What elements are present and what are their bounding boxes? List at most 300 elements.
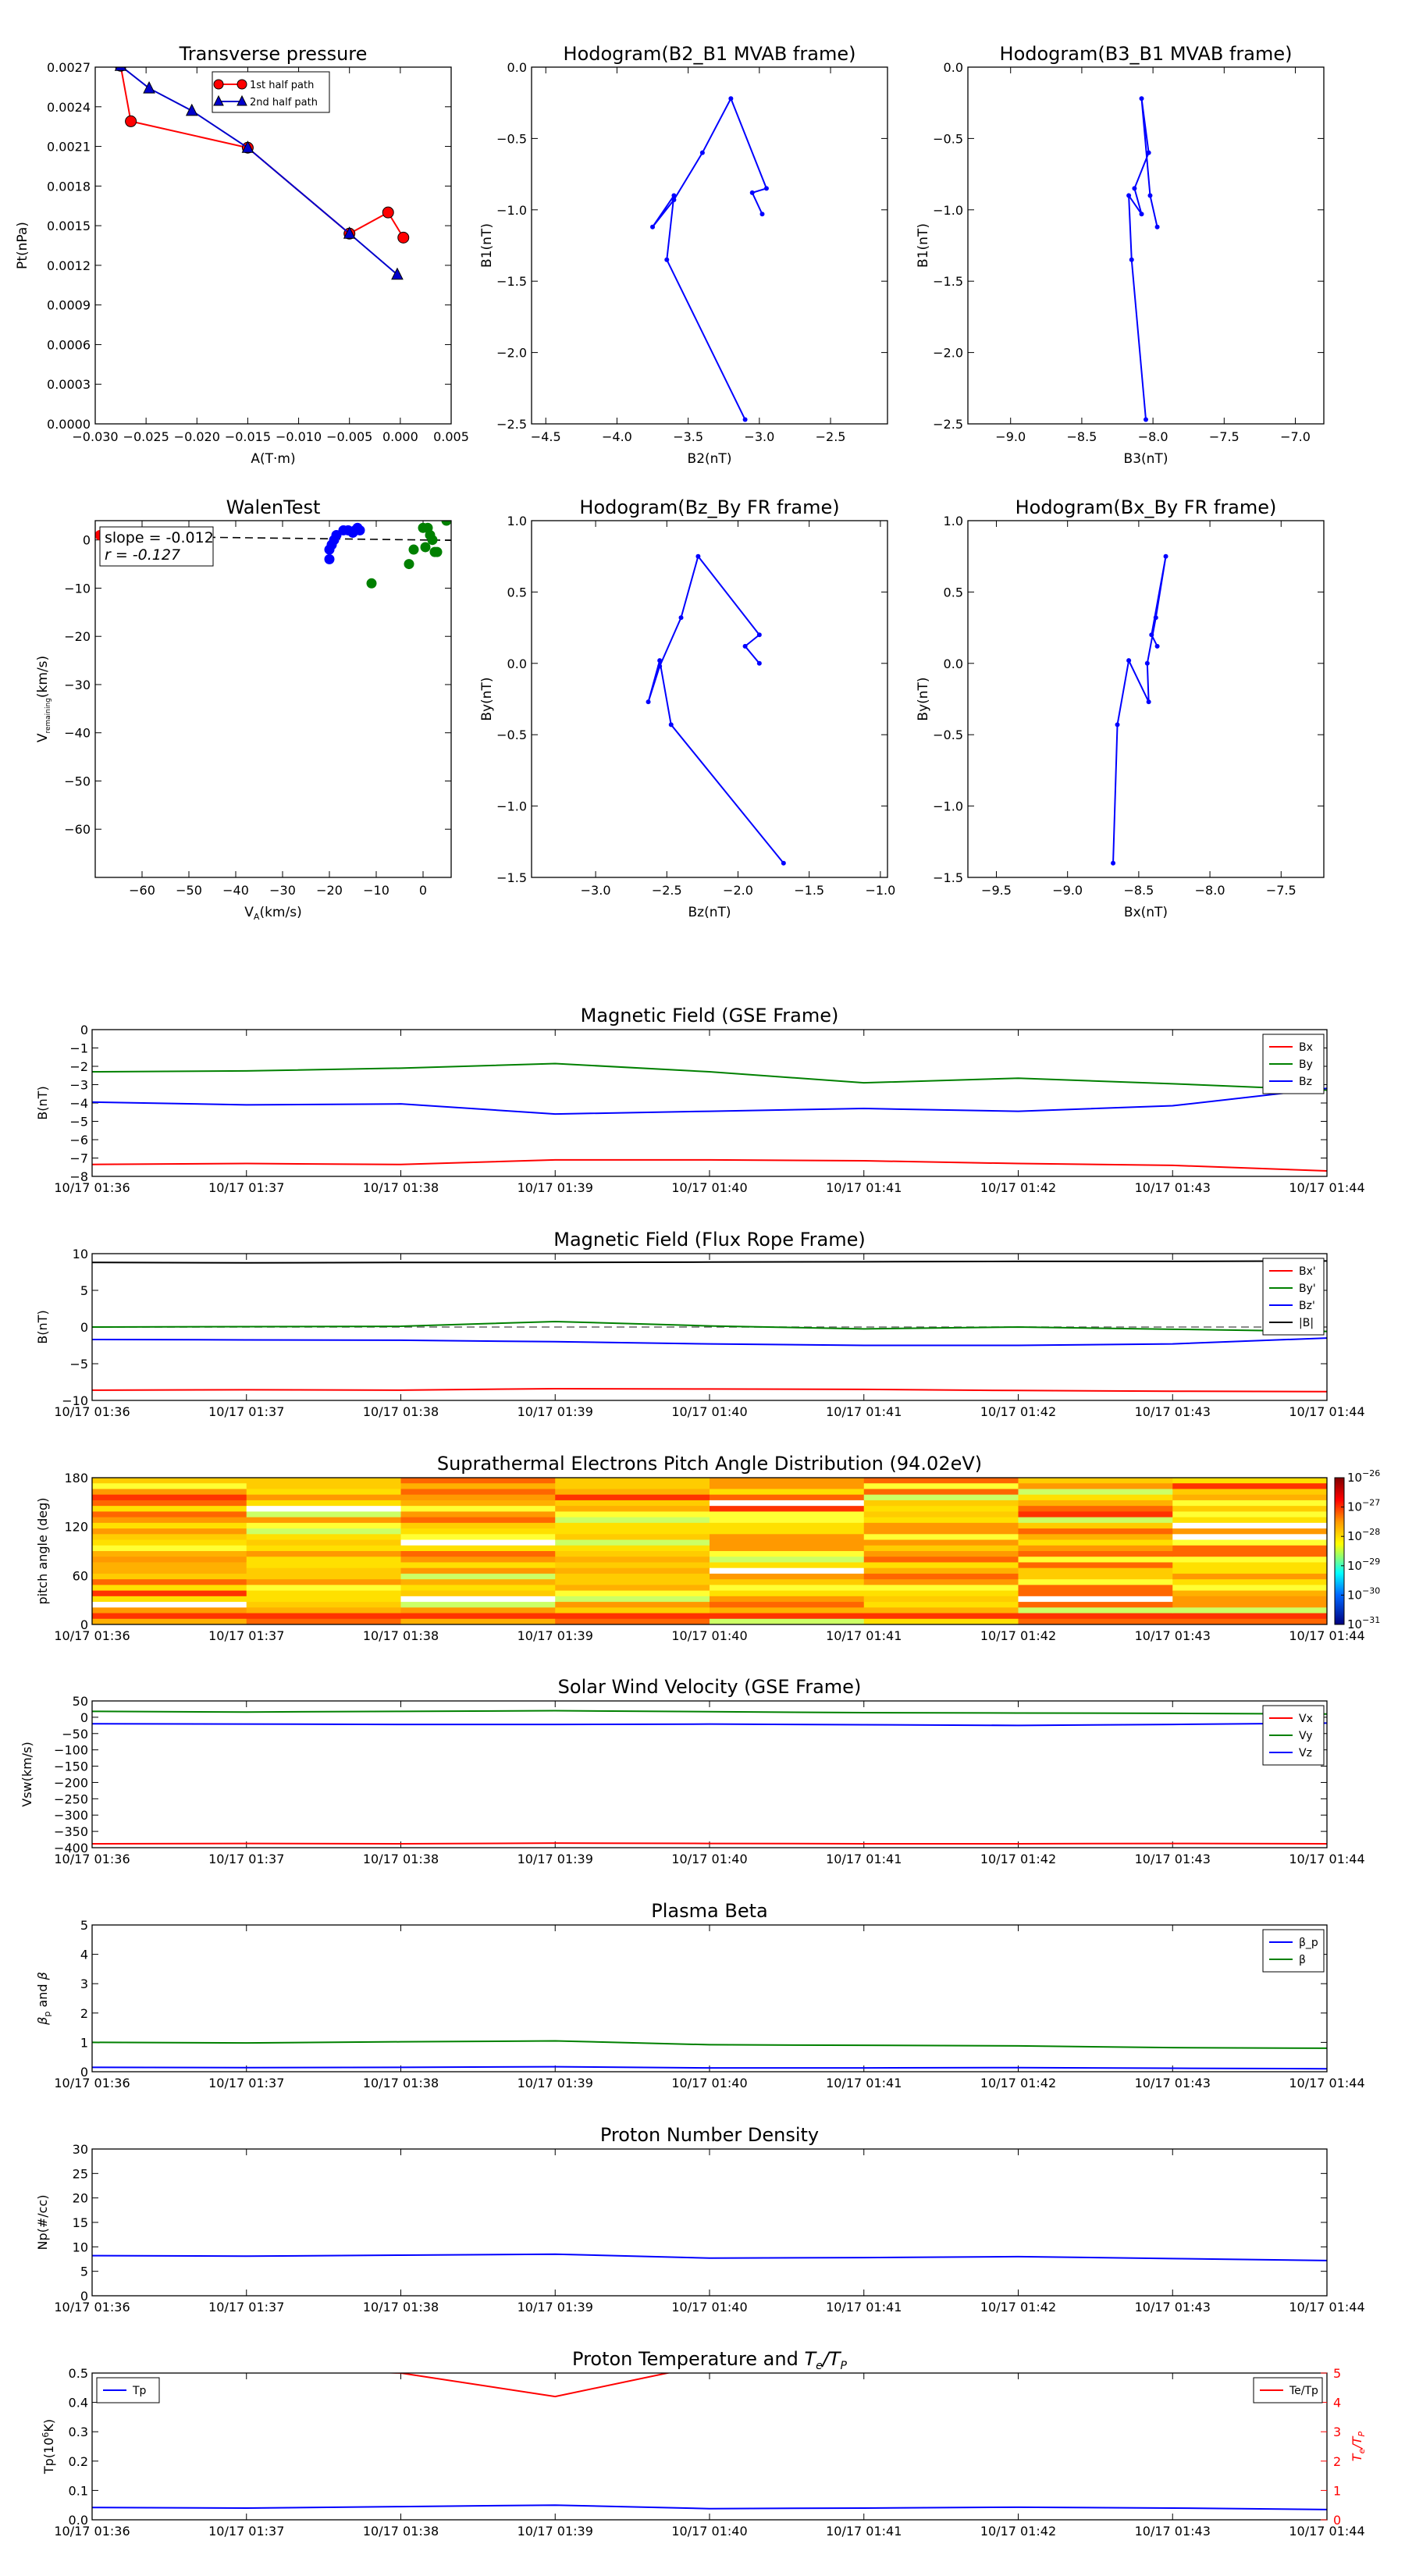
y-tick-label: −0.5 — [496, 728, 527, 743]
heatmap-cell — [1019, 1517, 1173, 1524]
y-tick-label: 0 — [80, 1617, 88, 1632]
heatmap-cell — [401, 1478, 556, 1484]
heatmap-cell — [401, 1500, 556, 1507]
x-tick-label: 10/17 01:40 — [671, 1404, 748, 1419]
y-tick-label: −0.5 — [496, 131, 527, 147]
heatmap-cell — [92, 1614, 247, 1620]
heatmap-cell — [1172, 1528, 1327, 1535]
heatmap-cell — [864, 1579, 1019, 1585]
plot-area — [92, 1478, 1328, 1625]
heatmap-cell — [710, 1579, 864, 1585]
data-point — [671, 194, 676, 198]
series-line — [92, 1322, 1327, 1332]
x-tick-label: −4.0 — [602, 429, 632, 444]
y-tick-label: 0.0003 — [47, 377, 91, 393]
y-tick-label: −6 — [69, 1133, 88, 1147]
data-point — [664, 258, 669, 262]
data-point — [398, 232, 409, 243]
heatmap-cell — [864, 1562, 1019, 1568]
heatmap-cell — [710, 1495, 864, 1501]
data-point — [1140, 212, 1144, 216]
data-point — [144, 82, 155, 93]
heatmap-cell — [401, 1495, 556, 1501]
heatmap-cell — [1172, 1500, 1327, 1507]
heatmap-cell — [92, 1495, 247, 1501]
data-point — [657, 664, 662, 668]
y-tick-label: −50 — [64, 774, 91, 789]
y-right-tick-label: 1 — [1333, 2483, 1342, 2499]
heatmap-cell — [1172, 1614, 1327, 1620]
heatmap-cell — [710, 1602, 864, 1608]
x-tick-label: −30 — [269, 883, 296, 898]
x-tick-label: 10/17 01:42 — [980, 1180, 1057, 1195]
heatmap-cell — [1019, 1528, 1173, 1535]
legend-label: Tp — [133, 2385, 147, 2397]
heatmap-cell — [1172, 1607, 1327, 1614]
heatmap-cell — [1019, 1596, 1173, 1603]
y-tick-label: 0 — [80, 1710, 88, 1725]
data-point — [650, 225, 655, 229]
data-point — [1145, 661, 1150, 666]
data-point — [764, 186, 769, 190]
heatmap-cell — [555, 1511, 710, 1517]
x-tick-label: 10/17 01:44 — [1289, 1180, 1365, 1195]
series-line — [92, 1338, 1327, 1345]
y-tick-label: 20 — [72, 2190, 88, 2206]
legend-label: Vy — [1299, 1730, 1313, 1742]
legend-label: Bz — [1299, 1076, 1312, 1088]
y-right-tick-label: 2 — [1333, 2453, 1342, 2469]
x-tick-label: 10/17 01:39 — [517, 1628, 593, 1643]
chart-mag_fr — [35, 1229, 1365, 1419]
chart-title: Hodogram(Bz_By FR frame) — [579, 496, 840, 518]
data-point — [669, 722, 674, 727]
heatmap-cell — [555, 1568, 710, 1574]
x-tick-label: −0.015 — [224, 429, 272, 444]
x-tick-label: 10/17 01:37 — [208, 1404, 285, 1419]
y-tick-label: 0 — [82, 532, 91, 548]
x-tick-label: 10/17 01:38 — [362, 2076, 439, 2090]
data-point — [382, 207, 393, 218]
series-line — [92, 1843, 1327, 1844]
y-right-tick-label: 0 — [1333, 2513, 1342, 2528]
legend-marker — [237, 80, 247, 89]
heatmap-cell — [92, 1506, 247, 1512]
x-axis-label: Bx(nT) — [1123, 905, 1168, 920]
x-tick-label: −2.0 — [723, 883, 753, 898]
chart-title: Hodogram(Bx_By FR frame) — [1015, 496, 1277, 518]
y-tick-label: −50 — [62, 1726, 88, 1742]
x-tick-label: −10 — [363, 883, 389, 898]
heatmap-cell — [92, 1540, 247, 1546]
y-axis-label: B(nT) — [35, 1310, 50, 1344]
heatmap-cell — [864, 1523, 1019, 1529]
x-tick-label: −1.0 — [865, 883, 896, 898]
heatmap-cell — [401, 1557, 556, 1563]
x-axis-label: B2(nT) — [687, 451, 732, 467]
data-point — [646, 699, 651, 704]
y-tick-label: −1.5 — [933, 274, 963, 290]
data-point — [743, 644, 748, 649]
x-tick-label: −8.0 — [1137, 429, 1168, 444]
y-tick-label: −10 — [64, 581, 91, 596]
x-tick-label: −8.5 — [1066, 429, 1097, 444]
y-tick-label: 120 — [64, 1519, 88, 1535]
heatmap-cell — [92, 1546, 247, 1552]
heatmap-cell — [710, 1557, 864, 1563]
y-axis-label: $\beta_p$ and β — [35, 1972, 52, 2025]
heatmap-cell — [710, 1540, 864, 1546]
heatmap-cell — [247, 1540, 401, 1546]
plot-frame — [92, 1030, 1327, 1176]
x-tick-label: 10/17 01:40 — [671, 2524, 748, 2539]
x-tick-label: −0.030 — [72, 429, 119, 444]
y-tick-label: 25 — [72, 2166, 88, 2182]
heatmap-cell — [864, 1517, 1019, 1524]
heatmap-cell — [555, 1528, 710, 1535]
plot-area — [1111, 554, 1168, 866]
x-tick-label: 10/17 01:39 — [517, 1852, 593, 1866]
heatmap-cell — [710, 1614, 864, 1620]
y-tick-label: −2.5 — [933, 417, 963, 432]
heatmap-cell — [1172, 1483, 1327, 1489]
x-tick-label: 10/17 01:42 — [980, 2300, 1057, 2314]
x-tick-label: 10/17 01:44 — [1289, 2076, 1365, 2090]
y-axis-label: By(nT) — [916, 677, 931, 721]
heatmap-cell — [555, 1546, 710, 1552]
x-tick-label: −3.5 — [673, 429, 704, 444]
heatmap-cell — [710, 1574, 864, 1580]
heatmap-cell — [1172, 1546, 1327, 1552]
heatmap-cell — [247, 1506, 401, 1512]
x-tick-label: 10/17 01:38 — [362, 1404, 439, 1419]
y-tick-label: −1.0 — [933, 202, 963, 218]
chart-vsw — [20, 1676, 1365, 1866]
x-tick-label: 10/17 01:42 — [980, 1852, 1057, 1866]
data-point — [1147, 194, 1152, 198]
y-tick-label: 0.0 — [507, 60, 527, 75]
heatmap-cell — [1172, 1523, 1327, 1529]
legend-marker — [214, 80, 223, 89]
heatmap-cell — [555, 1574, 710, 1580]
heatmap-cell — [401, 1483, 556, 1489]
x-tick-label: −0.010 — [275, 429, 322, 444]
data-point — [759, 212, 764, 216]
heatmap-cell — [555, 1551, 710, 1557]
y-tick-label: 10 — [72, 1247, 88, 1261]
heatmap-cell — [1019, 1557, 1173, 1563]
heatmap-cell — [92, 1562, 247, 1568]
annotation-r: r = -0.127 — [105, 546, 181, 564]
heatmap-cell — [1019, 1540, 1173, 1546]
heatmap-cell — [247, 1511, 401, 1517]
colorbar-tick-label: $10^{-26}$ — [1347, 1468, 1381, 1485]
plot-frame — [532, 67, 887, 424]
legend-label: Bz' — [1299, 1300, 1315, 1312]
y-axis-label: B1(nT) — [479, 223, 495, 268]
heatmap-cell — [555, 1483, 710, 1489]
y-right-axis-label: $T_e/T_P$ — [1350, 2431, 1367, 2462]
heatmap-cell — [247, 1478, 401, 1484]
y-axis-label: B(nT) — [35, 1086, 50, 1120]
chart-title: Solar Wind Velocity (GSE Frame) — [557, 1676, 862, 1698]
x-tick-label: 10/17 01:36 — [54, 2076, 130, 2090]
y-axis-label: Pt(nPa) — [15, 222, 30, 269]
heatmap-cell — [710, 1500, 864, 1507]
legend-label: By' — [1299, 1283, 1316, 1295]
y-tick-label: 0 — [80, 1320, 88, 1335]
chart-tp — [15, 43, 469, 467]
chart-h2 — [916, 43, 1324, 467]
x-tick-label: −0.025 — [123, 429, 169, 444]
heatmap-cell — [247, 1534, 401, 1540]
x-tick-label: −60 — [129, 883, 155, 898]
x-tick-label: −8.5 — [1123, 883, 1154, 898]
heatmap-cell — [555, 1562, 710, 1568]
y-tick-label: −1.0 — [933, 799, 963, 814]
y-tick-label: 5 — [80, 1918, 88, 1933]
plot-frame — [92, 2149, 1327, 2296]
y-tick-label: 0.0 — [507, 656, 527, 671]
data-point — [425, 531, 435, 540]
heatmap-cell — [92, 1517, 247, 1524]
heatmap-cell — [710, 1483, 864, 1489]
x-tick-label: −7.5 — [1265, 883, 1297, 898]
data-point — [432, 547, 442, 557]
y-tick-label: 0.3 — [68, 2425, 88, 2440]
x-axis-label: $V_A(km/s)$ — [244, 905, 302, 922]
x-tick-label: 10/17 01:36 — [54, 1404, 130, 1419]
y-tick-label: 0.0009 — [47, 297, 91, 313]
x-tick-label: 10/17 01:40 — [671, 1628, 748, 1643]
plot-area — [92, 2254, 1327, 2261]
heatmap-cell — [1019, 1551, 1173, 1557]
plot-frame — [968, 67, 1324, 424]
heatmap-cell — [247, 1568, 401, 1574]
x-tick-label: 10/17 01:36 — [54, 1852, 130, 1866]
data-point — [1140, 96, 1144, 101]
legend-label: β_p — [1299, 1937, 1318, 1949]
colorbar-tick-label: $10^{-29}$ — [1347, 1556, 1381, 1573]
heatmap-cell — [555, 1517, 710, 1524]
y-tick-label: 0.0024 — [47, 99, 91, 115]
heatmap-cell — [864, 1534, 1019, 1540]
heatmap-cell — [1019, 1574, 1173, 1580]
y-tick-label: −60 — [64, 822, 91, 838]
y-tick-label: −3 — [69, 1077, 88, 1093]
heatmap-cell — [1172, 1534, 1327, 1540]
y-tick-label: −0.5 — [933, 131, 963, 147]
legend-label: Bx' — [1299, 1265, 1316, 1278]
y-axis-label: By(nT) — [479, 677, 495, 721]
plot-area — [92, 2041, 1327, 2069]
x-tick-label: 10/17 01:37 — [208, 2524, 285, 2539]
y-tick-label: 0.0 — [943, 60, 963, 75]
chart-h4 — [916, 496, 1324, 920]
heatmap-cell — [864, 1614, 1019, 1620]
data-point — [1111, 861, 1115, 866]
y-tick-label: −2.0 — [933, 345, 963, 361]
y-tick-label: 0.5 — [943, 585, 963, 600]
heatmap-cell — [864, 1551, 1019, 1557]
y-tick-label: 0.0027 — [47, 60, 91, 75]
x-tick-label: 10/17 01:43 — [1134, 2300, 1211, 2314]
data-point — [1164, 554, 1168, 559]
heatmap-cell — [1019, 1506, 1173, 1512]
heatmap-cell — [401, 1528, 556, 1535]
x-tick-label: −0.020 — [173, 429, 220, 444]
heatmap-cell — [401, 1511, 556, 1517]
y-tick-label: −1.5 — [496, 870, 527, 885]
x-tick-label: 10/17 01:37 — [208, 2300, 285, 2314]
y-tick-label: −20 — [64, 629, 91, 645]
y-tick-label: 0.4 — [68, 2395, 88, 2411]
x-tick-label: 10/17 01:37 — [208, 1852, 285, 1866]
x-tick-label: 10/17 01:40 — [671, 1180, 748, 1195]
data-point — [1126, 658, 1131, 663]
data-point — [409, 545, 418, 554]
heatmap-cell — [864, 1483, 1019, 1489]
data-point — [671, 197, 676, 202]
x-tick-label: 10/17 01:44 — [1289, 1852, 1365, 1866]
series-line — [92, 2254, 1327, 2261]
series-line — [649, 557, 784, 863]
heatmap-cell — [710, 1607, 864, 1614]
y-tick-label: −1.5 — [933, 870, 963, 885]
x-tick-label: 10/17 01:43 — [1134, 1180, 1211, 1195]
x-tick-label: 10/17 01:43 — [1134, 2076, 1211, 2090]
heatmap-cell — [401, 1619, 556, 1625]
heatmap-cell — [555, 1614, 710, 1620]
heatmap-cell — [1019, 1546, 1173, 1552]
chart-mag_gse — [35, 1005, 1365, 1195]
x-tick-label: 10/17 01:38 — [362, 1628, 439, 1643]
heatmap-cell — [92, 1523, 247, 1529]
x-tick-label: 10/17 01:41 — [826, 1628, 902, 1643]
x-tick-label: 10/17 01:41 — [826, 2300, 902, 2314]
heatmap-cell — [710, 1534, 864, 1540]
data-point — [781, 861, 786, 866]
x-tick-label: 10/17 01:43 — [1134, 1628, 1211, 1643]
x-tick-label: −9.0 — [1052, 883, 1083, 898]
y-right-tick-label: 4 — [1333, 2395, 1342, 2411]
x-tick-label: 10/17 01:42 — [980, 2076, 1057, 2090]
y-tick-label: 4 — [80, 1947, 88, 1962]
heatmap-cell — [92, 1557, 247, 1563]
y-tick-label: 0 — [80, 2065, 88, 2080]
heatmap-cell — [92, 1478, 247, 1484]
heatmap-cell — [247, 1596, 401, 1603]
x-tick-label: 10/17 01:38 — [362, 2524, 439, 2539]
data-point — [1155, 225, 1160, 229]
heatmap-cell — [92, 1511, 247, 1517]
heatmap-cell — [247, 1489, 401, 1495]
y-tick-label: −2 — [69, 1059, 88, 1074]
heatmap-cell — [710, 1528, 864, 1535]
heatmap-cell — [864, 1506, 1019, 1512]
x-axis-label: Bz(nT) — [688, 905, 731, 920]
heatmap-cell — [864, 1495, 1019, 1501]
y-tick-label: −4 — [69, 1096, 88, 1111]
heatmap-cell — [555, 1619, 710, 1625]
y-tick-label: −1.0 — [496, 799, 527, 814]
plot-frame — [92, 2373, 1327, 2520]
heatmap-cell — [555, 1540, 710, 1546]
heatmap-cell — [1019, 1489, 1173, 1495]
x-tick-label: −3.0 — [744, 429, 775, 444]
heatmap-cell — [401, 1574, 556, 1580]
heatmap-cell — [864, 1568, 1019, 1574]
chart-title: WalenTest — [226, 496, 321, 518]
data-point — [743, 418, 748, 422]
heatmap-cell — [247, 1607, 401, 1614]
heatmap-cell — [864, 1546, 1019, 1552]
heatmap-cell — [710, 1568, 864, 1574]
y-tick-label: −1.0 — [496, 202, 527, 218]
x-tick-label: 10/17 01:36 — [54, 1628, 130, 1643]
data-point — [679, 615, 684, 620]
x-tick-label: 10/17 01:36 — [54, 2300, 130, 2314]
heatmap-cell — [401, 1546, 556, 1552]
heatmap-cell — [555, 1495, 710, 1501]
colorbar-tick-label: $10^{-27}$ — [1347, 1497, 1381, 1514]
x-tick-label: 10/17 01:41 — [826, 2524, 902, 2539]
heatmap-cell — [555, 1557, 710, 1563]
heatmap-cell — [864, 1500, 1019, 1507]
x-tick-label: 10/17 01:36 — [54, 1180, 130, 1195]
y-tick-label: −1 — [69, 1041, 88, 1056]
chart-h3 — [479, 496, 895, 920]
data-point — [325, 554, 334, 564]
heatmap-cell — [710, 1517, 864, 1524]
heatmap-cell — [864, 1591, 1019, 1597]
heatmap-cell — [710, 1585, 864, 1591]
x-tick-label: 10/17 01:42 — [980, 2524, 1057, 2539]
heatmap-cell — [864, 1574, 1019, 1580]
heatmap-cell — [864, 1602, 1019, 1608]
y-tick-label: −5 — [69, 1114, 88, 1130]
y-tick-label: 2 — [80, 2005, 88, 2021]
heatmap-cell — [247, 1495, 401, 1501]
heatmap-cell — [401, 1591, 556, 1597]
y-tick-label: −150 — [54, 1759, 88, 1774]
x-tick-label: 10/17 01:44 — [1289, 1404, 1365, 1419]
y-axis-label: Vsw(km/s) — [20, 1742, 34, 1807]
heatmap-cell — [864, 1619, 1019, 1625]
heatmap-cell — [864, 1585, 1019, 1591]
y-right-tick-label: 5 — [1333, 2366, 1342, 2381]
data-point — [404, 560, 414, 569]
x-tick-label: 10/17 01:38 — [362, 1180, 439, 1195]
y-tick-label: 0 — [80, 2289, 88, 2304]
legend-label: Bx — [1299, 1041, 1313, 1054]
heatmap-cell — [555, 1523, 710, 1529]
heatmap-cell — [92, 1585, 247, 1591]
heatmap-cell — [92, 1500, 247, 1507]
heatmap-cell — [710, 1546, 864, 1552]
heatmap-cell — [555, 1596, 710, 1603]
series-line — [92, 1711, 1327, 1714]
chart-title: Hodogram(B3_B1 MVAB frame) — [999, 43, 1293, 65]
heatmap-cell — [555, 1602, 710, 1608]
heatmap-cell — [247, 1602, 401, 1608]
heatmap-cell — [92, 1591, 247, 1597]
heatmap-cell — [1172, 1585, 1327, 1591]
heatmap-cell — [864, 1557, 1019, 1563]
y-tick-label: 0.0000 — [47, 417, 91, 432]
plot-area — [1126, 96, 1159, 422]
x-tick-label: −8.0 — [1194, 883, 1225, 898]
